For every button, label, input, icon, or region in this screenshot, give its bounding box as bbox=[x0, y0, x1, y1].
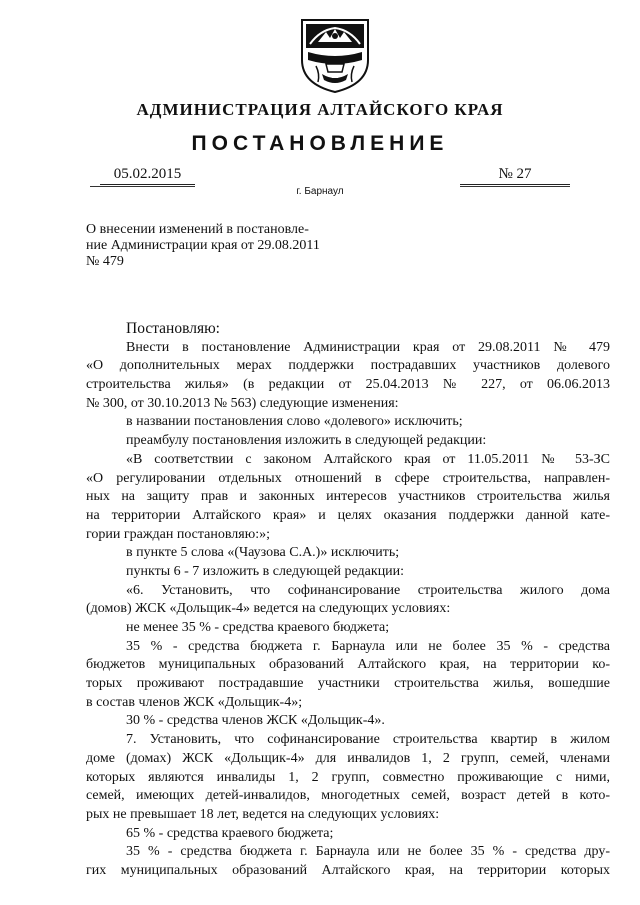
number-underline bbox=[460, 186, 570, 187]
body-line: 35 % - средства бюджета г. Барнаула или не более 35 % - средства дру- bbox=[126, 844, 610, 860]
body-line: гории граждан постановляю:»; bbox=[86, 526, 270, 542]
body-line: (домов) ЖСК «Дольщик-4» ведется на следующих условиях: bbox=[86, 601, 451, 617]
body-line: семей, имеющих детей-инвалидов, многодетных семей, возраст детей в кото- bbox=[86, 788, 610, 804]
document-body bbox=[86, 320, 610, 881]
body-line: не менее 35 % - средства краевого бюджета; bbox=[126, 620, 390, 635]
body-line: рых не превышает 18 лет, ведется на следующих условиях: bbox=[86, 806, 440, 822]
body-line: которых являются инвалиды 1, 2 групп, совместно проживающие с ними, bbox=[86, 769, 610, 785]
organization-name: АДМИНИСТРАЦИЯ АЛТАЙСКОГО КРАЯ bbox=[136, 100, 504, 119]
body-line: ных на защиту прав и законных интересов участников строительства жилья bbox=[86, 489, 610, 505]
body-line: в пункте 5 слова «(Чаузова С.А.)» исключить; bbox=[126, 545, 400, 561]
body-line: на территории Алтайского края» и целях оказания поддержки данной кате- bbox=[86, 507, 610, 523]
subject-line: № 479 bbox=[86, 254, 124, 269]
body-line: доме (домах) ЖСК «Дольщик-4» для инвалидов 1, 2 групп, семей, членами bbox=[86, 750, 610, 766]
document-number: № 27 bbox=[460, 166, 570, 185]
body-line: 7. Установить, что софинансирование строительства квартир в жилом bbox=[126, 732, 610, 748]
coat-of-arms-icon bbox=[296, 14, 374, 96]
body-line: Постановляю: bbox=[126, 320, 220, 337]
body-line: «6. Установить, что софинансирование строительства жилого дома bbox=[126, 582, 610, 598]
subject-line: О внесении изменений в постановле- bbox=[86, 222, 309, 237]
body-line: в состав членов ЖСК «Дольщик-4»; bbox=[86, 694, 303, 710]
body-line: Внести в постановление Администрации края от 29.08.2011 № 479 bbox=[126, 339, 610, 355]
body-line: пункты 6 - 7 изложить в следующей редакции: bbox=[126, 563, 405, 579]
body-line: бюджетов муниципальных образований Алтайского края, на территории ко- bbox=[86, 657, 610, 673]
document-date: 05.02.2015 bbox=[100, 166, 195, 185]
body-line: 35 % - средства бюджета г. Барнаула или не более 35 % - средства bbox=[126, 638, 610, 654]
body-line: № 300, от 30.10.2013 № 563) следующие изменения: bbox=[86, 395, 399, 411]
body-line: строительства жилья» (в редакции от 25.04.2013 № 227, от 06.06.2013 bbox=[86, 377, 610, 393]
body-line: 65 % - средства краевого бюджета; bbox=[126, 825, 334, 841]
body-line: преамбулу постановления изложить в следующей редакции: bbox=[126, 433, 487, 449]
body-line: в названии постановления слово «долевого» исключить; bbox=[126, 414, 463, 430]
body-line: гих муниципальных образований Алтайского края, на территории которых bbox=[86, 862, 610, 878]
body-line: «В соответствии с законом Алтайского края от 11.05.2011 № 53-ЗС bbox=[126, 451, 610, 467]
document-type: ПОСТАНОВЛЕНИЕ bbox=[191, 132, 449, 155]
body-line: «О дополнительных мерах поддержки пострадавших участников долевого bbox=[86, 358, 610, 374]
subject-line: ние Администрации края от 29.08.2011 bbox=[86, 238, 320, 253]
body-line: торых проживают пострадавшие участники строительства жилья, вошедшие bbox=[86, 676, 610, 692]
body-line: 30 % - средства членов ЖСК «Дольщик-4». bbox=[126, 713, 385, 729]
document-city: г. Барнаул bbox=[296, 186, 344, 197]
body-line: «О регулировании отдельных отношений в сфере строительства, направлен- bbox=[86, 470, 610, 486]
document-subject bbox=[86, 222, 386, 270]
